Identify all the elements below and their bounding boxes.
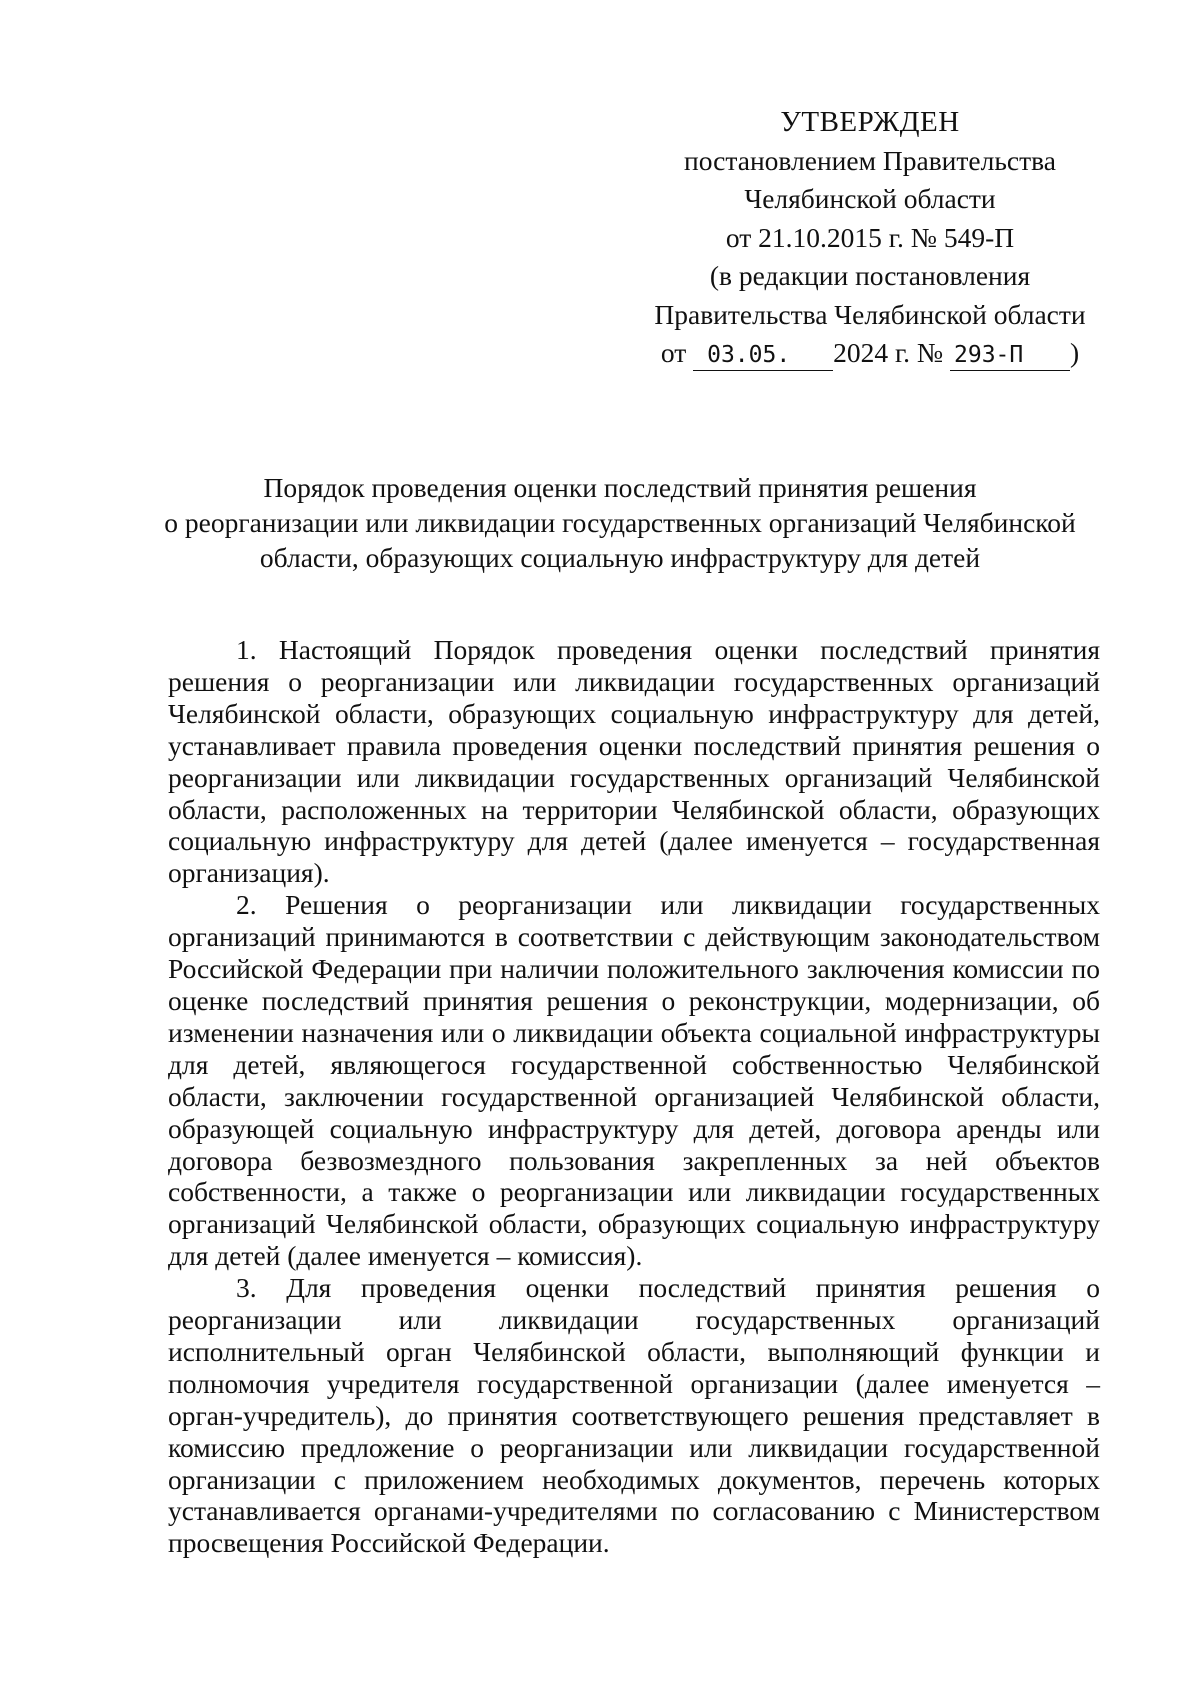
approval-number-field: 293-П [950, 340, 1070, 371]
approval-line-4: (в редакции постановления [709, 260, 1031, 291]
document-body [168, 634, 1100, 1559]
paragraph-3: 3. Для проведения оценки последствий принятия решения о реорганизации или ликвидации государственных организаций исполнительный орган Челябинской области, выполняющий функции и полномочия учредителя государственной организации (далее именуется – орган-учредитель), до принятия соответствующего решения представляет в комиссию предложение о реорганизации или ликвидации государственной организации с приложением необходимых документов, перечень которых устанавливается органами-учредителями по согласованию с Министерством просвещения Российской Федерации. [168, 1272, 1100, 1559]
approval-line-5: Правительства Челябинской области [654, 298, 1086, 330]
approval-date-line [640, 334, 1100, 373]
approval-line-2: Челябинской области [744, 183, 996, 214]
approval-close-paren: ) [1070, 337, 1080, 368]
approval-line-3: от 21.10.2015 г. № 549-П [725, 221, 1015, 253]
approval-year-text: 2024 г. № [833, 337, 944, 368]
approval-stamp-block [640, 103, 1100, 373]
title-line-1: Порядок проведения оценки последствий принятия решения [263, 472, 977, 503]
paragraph-1: 1. Настоящий Порядок проведения оценки последствий принятия решения о реорганизации или ликвидации государственных организаций Челябинской области, образующих социальную инфраструктуру для детей, устанавливает правила проведения оценки последствий принятия решения о реорганизации или ликвидации государственных организаций Челябинской области, расположенных на территории Челябинской области, образующих социальную инфраструктуру для детей (далее именуется – государственная организация). [168, 634, 1100, 889]
approval-line-1: постановлением Правительства [684, 144, 1056, 176]
title-line-2: о реорганизации или ликвидации государственных организаций Челябинской [164, 507, 1076, 538]
title-line-3: области, образующих социальную инфраструктуру для детей [259, 542, 981, 573]
approval-heading: УТВЕРЖДЕН [780, 106, 960, 138]
paragraph-2: 2. Решения о реорганизации или ликвидации государственных организаций принимаются в соответствии с действующим законодательством Российской Федерации при наличии положительного заключения комиссии по оценке последствий принятия решения о реконструкции, модернизации, об изменении назначения или о ликвидации объекта социальной инфраструктуры для детей, являющегося государственной собственностью Челябинской области, заключении государственной организацией Челябинской области, образующей социальную инфраструктуру для детей, договора аренды или договора безвозмездного пользования закрепленных за ней объектов собственности, а также о реорганизации или ликвидации государственных организаций Челябинской области, образующих социальную инфраструктуру для детей (далее именуется – комиссия). [168, 889, 1100, 1272]
approval-from-prefix: от [660, 337, 687, 368]
approval-date-field: 03.05. [693, 340, 833, 371]
document-title [150, 470, 1090, 575]
